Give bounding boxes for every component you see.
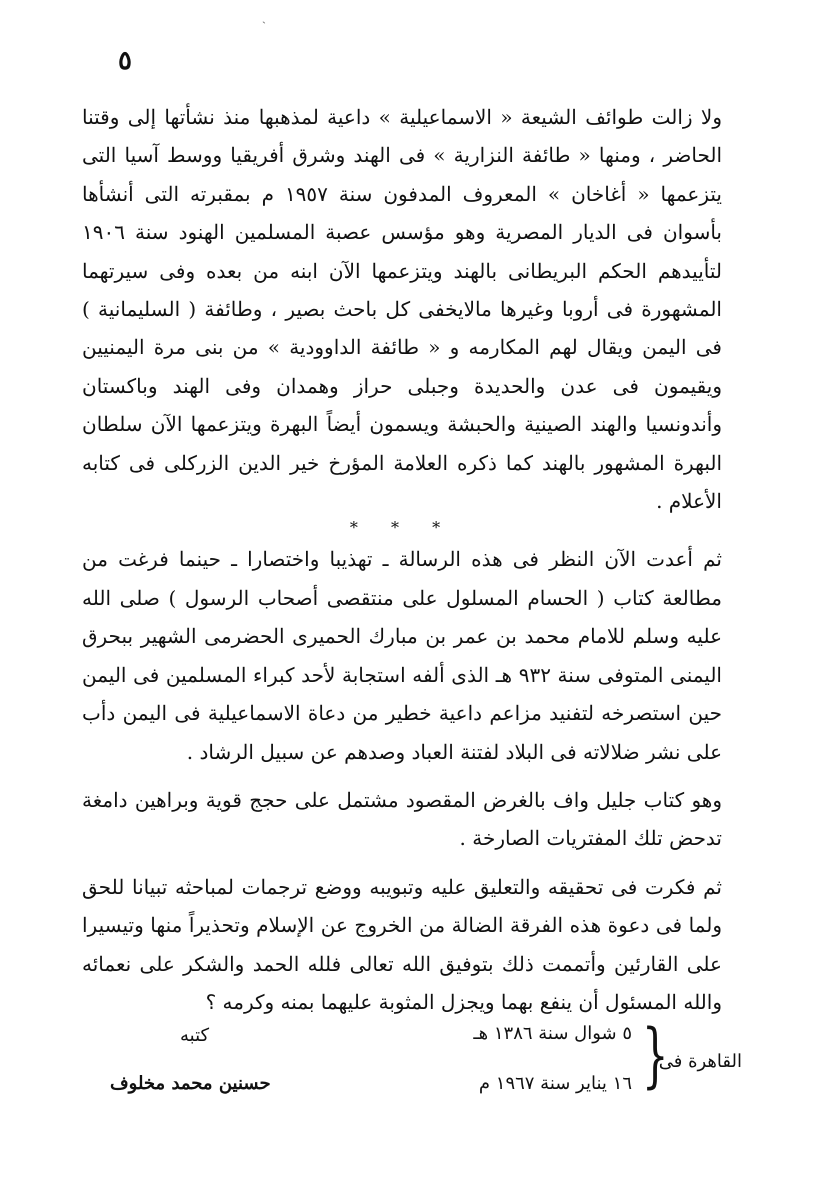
signer-label: كتبه bbox=[180, 1025, 210, 1046]
paragraph-gap bbox=[82, 858, 722, 868]
paragraph-gap bbox=[82, 771, 722, 781]
paragraph-ismaili-sects: ولا زالت طوائف الشيعة « الاسماعيلية » داعية لمذهبها منذ نشأتها إلى وقتنا الحاضر ، ومنها « طائفة النزارية » فى الهند وشرق أفريقيا ووسط آسيا التى يتزعمها « أغاخان » المعروف المدفون سنة ١٩٥٧ م بمقبرته التى أنشأها بأسوان فى الديار المصرية وهو مؤسس عصبة المسلمين الهنود سنة ١٩٠٦ لتأييدهم الحكم البريطانى بالهند ويتزعمها الآن ابنه من بعده وفى سيرتهما المشهورة فى أروبا وغيرها مالايخفى كل باحث بصير ، وطائفة ( السليمانية ) فى اليمن ويقال لهم المكارمه و « طائفة الداوودية » من بنى مرة اليمنيين ويقيمون فى عدن والحديدة وجبلى حراز وهمدان وفى الهند وباكستان وأندونسيا والهند الصينية والحبشة ويسمون أيضاً البهرة ويتزعمها الآن سلطان البهرة المشهور بالهند كما ذكره العلامة المؤرخ خير الدين الزركلى فى كتابه الأعلام . bbox=[82, 105, 722, 514]
paragraph-revisiting-treatise: ثم أعدت الآن النظر فى هذه الرسالة ـ تهذيبا واختصارا ـ حينما فرغت من مطالعة كتاب ( الحسام المسلول على منتقصى أصحاب الرسول ) صلى الله عليه وسلم للامام محمد بن عمر بن مبارك الحميرى الحضرمى الشهير ببحرق اليمنى المتوفى سنة ٩٣٢ هـ الذى ألفه استجابة لأحد كبراء المسلمين فى اليمن حين استصرخه لتفنيد مزاعم داعية خطير من دعاة الاسماعيلية فى اليمن دأب على نشر ضلالاته فى البلاد لفتنة العباد وصدهم عن سبيل الرشاد . bbox=[82, 547, 722, 764]
paragraph-editing-note: ثم فكرت فى تحقيقه والتعليق عليه وتبويبه ووضع ترجمات لمباحثه تبيانا للحق ولما فى دعوة هذه الفرقة الضالة من الخروج عن الإسلام وتحذيراً منها وتيسيرا على القارئين وأتممت ذلك بتوفيق الله تعالى فلله الحمد والشكر على نعمائه والله المسئول أن ينفع بهما ويجزل المثوبة عليهما بمنه وكرمه ؟ bbox=[82, 874, 722, 1014]
brace-icon: { bbox=[642, 1014, 670, 1096]
section-separator: * * * bbox=[349, 518, 455, 538]
scan-speck: ˎ bbox=[262, 10, 266, 24]
date-gregorian: ١٦ يناير سنة ١٩٦٧ م bbox=[478, 1073, 632, 1094]
main-text bbox=[82, 98, 722, 1021]
signature-block bbox=[90, 1015, 750, 1105]
place-label: القاهرة فى bbox=[658, 1051, 742, 1072]
signer-name: حسنين محمد مخلوف bbox=[110, 1073, 271, 1094]
paragraph-book-description: وهو كتاب جليل واف بالغرض المقصود مشتمل على حجج قوية وبراهين دامغة تدحض تلك المفتريات الصارخة . bbox=[82, 787, 722, 851]
page-number: ٥ bbox=[118, 46, 132, 76]
date-hijri: ٥ شوال سنة ١٣٨٦ هـ bbox=[473, 1023, 632, 1044]
